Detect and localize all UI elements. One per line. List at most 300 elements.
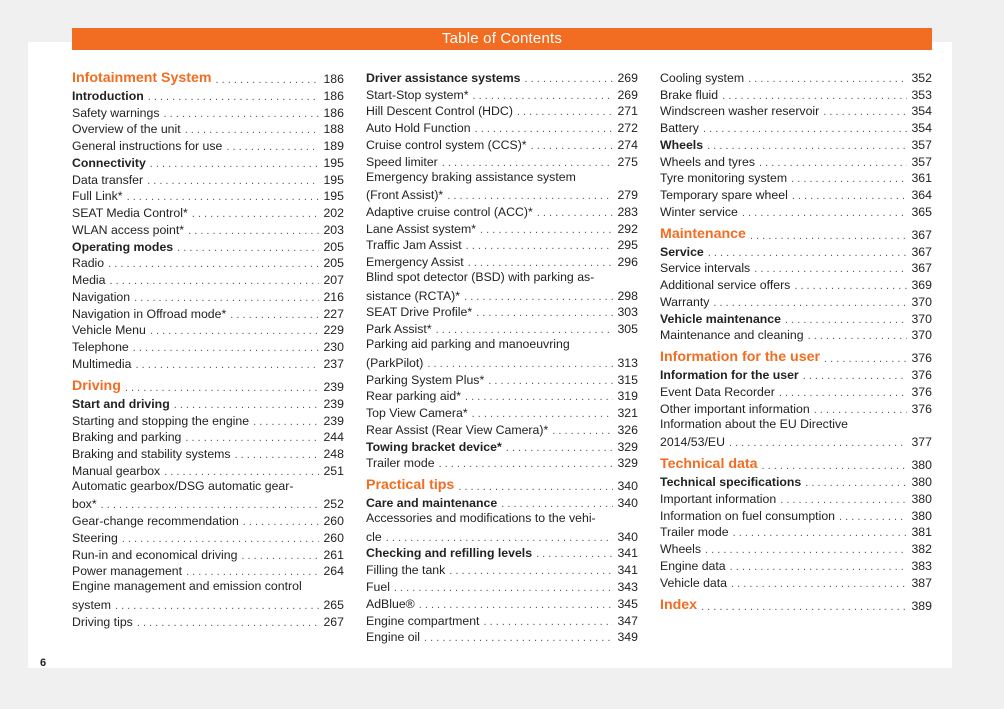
toc-entry-introduction[interactable] (72, 86, 344, 103)
toc-entry-title: Adaptive cruise control (ACC)* (366, 204, 533, 219)
toc-page-number: 376 (911, 368, 932, 383)
dot-leader (147, 175, 319, 187)
toc-page-number: 202 (323, 206, 344, 221)
dot-leader (731, 578, 907, 590)
dot-leader (135, 359, 319, 371)
toc-entry-temporary-spare-wheel[interactable] (660, 185, 932, 202)
toc-entry-title: Service intervals (660, 261, 751, 276)
toc-entry-winter-service[interactable] (660, 202, 932, 219)
toc-entry-general-instructions-for-use[interactable] (72, 136, 344, 153)
dot-leader (792, 190, 908, 202)
toc-entry-title: Introduction (72, 88, 144, 103)
toc-page-number: 227 (323, 306, 344, 321)
toc-entry-engine-compartment[interactable] (366, 611, 638, 628)
toc-entry-trailer-mode[interactable] (366, 454, 638, 471)
toc-entry-seat-drive-profile[interactable] (366, 303, 638, 320)
toc-entry-important-information[interactable] (660, 489, 932, 506)
toc-entry-lane-assist-system[interactable] (366, 219, 638, 236)
toc-entry-title: Other important information (660, 401, 810, 416)
toc-entry-title: Radio (72, 256, 105, 271)
dot-leader (468, 257, 614, 269)
toc-page-number: 195 (323, 172, 344, 187)
dot-leader (808, 330, 908, 342)
dot-leader (759, 157, 907, 169)
toc-entry-service[interactable] (660, 242, 932, 259)
toc-section-infotainment-system[interactable] (72, 68, 344, 86)
toc-entry-title: Gear-change recommendation (72, 514, 239, 529)
toc-entry-title: Checking and refilling levels (366, 546, 533, 561)
dot-leader (748, 73, 907, 85)
toc-page-number: 369 (911, 278, 932, 293)
toc-entry-manual-gearbox[interactable] (72, 461, 344, 478)
toc-page-number: 264 (323, 564, 344, 579)
toc-page-number: 354 (911, 121, 932, 136)
toc-entry-title: Trailer mode (660, 525, 729, 540)
toc-entry-cle[interactable] (366, 527, 638, 544)
toc-entry-event-data-recorder[interactable] (660, 382, 932, 399)
toc-page-number: 329 (617, 439, 638, 454)
toc-entry-radio[interactable] (72, 254, 344, 271)
toc-entry-title: Navigation in Offroad mode* (72, 306, 227, 321)
toc-entry-title: Event Data Recorder (660, 385, 775, 400)
toc-entry-rear-parking-aid[interactable] (366, 387, 638, 404)
toc-entry-navigation[interactable] (72, 287, 344, 304)
dot-leader (814, 404, 908, 416)
toc-entry-overview-of-the-unit[interactable] (72, 120, 344, 137)
toc-entry-braking-and-stability-systems[interactable] (72, 444, 344, 461)
dot-leader (108, 258, 319, 270)
toc-page-number: 361 (911, 171, 932, 186)
toc-entry-title: Information for the user (660, 368, 799, 383)
toc-entry-maintenance-and-cleaning[interactable] (660, 326, 932, 343)
toc-entry-title: Care and maintenance (366, 496, 498, 511)
dot-leader (394, 582, 614, 594)
toc-page-number: 292 (617, 221, 638, 236)
dot-leader (110, 275, 320, 287)
toc-entry-other-important-information[interactable] (660, 399, 932, 416)
toc-entry-title: Vehicle Menu (72, 323, 146, 338)
toc-page-number: 376 (911, 351, 932, 366)
toc-section-technical-data[interactable] (660, 454, 932, 472)
toc-entry-parking-system-plus[interactable] (366, 370, 638, 387)
dot-leader (754, 263, 907, 275)
toc-column-1 (72, 68, 344, 629)
toc-entry-vehicle-maintenance[interactable] (660, 309, 932, 326)
toc-entry-title: AdBlue® (366, 596, 415, 611)
toc-entry-title: Media (72, 273, 106, 288)
toc-header: Table of Contents (72, 28, 932, 50)
toc-entry-title: SEAT Drive Profile* (366, 305, 473, 320)
toc-entry-title: Filling the tank (366, 563, 446, 578)
toc-page-number: 265 (323, 597, 344, 612)
toc-page-number: 230 (323, 340, 344, 355)
toc-entry-gear-change-recommendation[interactable] (72, 511, 344, 528)
toc-entry-title: Start and driving (72, 396, 170, 411)
dot-leader (436, 324, 614, 336)
toc-entry-additional-service-offers[interactable] (660, 275, 932, 292)
toc-entry-title: Manual gearbox (72, 463, 161, 478)
toc-page-number: 252 (323, 497, 344, 512)
toc-entry-title: Multimedia (72, 357, 132, 372)
dot-leader (216, 74, 320, 86)
toc-entry-title: Emergency Assist (366, 255, 464, 270)
toc-entry-auto-hold-function[interactable] (366, 118, 638, 135)
dot-leader (192, 208, 320, 220)
toc-page-number: 186 (323, 88, 344, 103)
toc-entry-line-emergency-braking-assistance-system: Emergency braking assistance system (366, 169, 576, 184)
toc-entry-title: Service (660, 244, 704, 259)
dot-leader (150, 325, 320, 337)
toc-entry-technical-specifications[interactable] (660, 472, 932, 489)
toc-page-number: 237 (323, 357, 344, 372)
toc-entry-adblue[interactable] (366, 594, 638, 611)
toc-entry-driver-assistance-systems[interactable] (366, 68, 638, 85)
toc-entry-wlan-access-point[interactable] (72, 220, 344, 237)
toc-page-number: 239 (323, 380, 344, 395)
dot-leader (779, 387, 908, 399)
toc-page-number: 370 (911, 311, 932, 326)
toc-page-number: 303 (617, 305, 638, 320)
toc-entry-windscreen-washer-reservoir[interactable] (660, 102, 932, 119)
dot-leader (243, 516, 320, 528)
toc-entry-run-in-and-economical-driving[interactable] (72, 545, 344, 562)
toc-entry-information-on-fuel-consumption[interactable] (660, 506, 932, 523)
dot-leader (794, 280, 907, 292)
toc-entry-service-intervals[interactable] (660, 259, 932, 276)
toc-page-number: 189 (323, 139, 344, 154)
toc-entry-telephone[interactable] (72, 337, 344, 354)
toc-entry-line-blind-spot-detector-bsd-with-parking-as: Blind spot detector (BSD) with parking as- (366, 270, 595, 285)
toc-entry-title: Braking and parking (72, 430, 182, 445)
dot-leader (122, 533, 320, 545)
dot-leader (480, 224, 613, 236)
toc-section-index[interactable] (660, 595, 932, 613)
toc-entry-title: Connectivity (72, 155, 146, 170)
toc-page-number: 367 (911, 261, 932, 276)
toc-entry-vehicle-menu[interactable] (72, 321, 344, 338)
toc-page-number: 195 (323, 189, 344, 204)
dot-leader (780, 494, 907, 506)
toc-entry-trailer-mode[interactable] (660, 523, 932, 540)
toc-page-number: 357 (911, 154, 932, 169)
toc-entry-vehicle-data[interactable] (660, 573, 932, 590)
toc-entry-steering[interactable] (72, 528, 344, 545)
toc-entry-navigation-in-offroad-mode[interactable] (72, 304, 344, 321)
dot-leader (722, 90, 907, 102)
toc-entry-title: Top View Camera* (366, 406, 468, 421)
dot-leader (466, 240, 614, 252)
toc-page-number: 340 (617, 479, 638, 494)
toc-entry-parkpilot[interactable] (366, 353, 638, 370)
dot-leader (785, 314, 907, 326)
toc-entry-operating-modes[interactable] (72, 237, 344, 254)
toc-page-number: 343 (617, 579, 638, 594)
toc-entry-title: (Front Assist)* (366, 188, 444, 203)
toc-entry-title: Operating modes (72, 239, 174, 254)
toc-entry-information-for-the-user[interactable] (660, 365, 932, 382)
dot-leader (419, 599, 614, 611)
toc-page-number: 364 (911, 188, 932, 203)
dot-leader (186, 566, 319, 578)
dot-leader (823, 106, 907, 118)
toc-entry-title: Telephone (72, 340, 129, 355)
toc-entry-title: Run-in and economical driving (72, 547, 238, 562)
dot-leader (750, 230, 908, 242)
dot-leader (483, 616, 613, 628)
dot-leader (803, 370, 908, 382)
toc-entry-title: Steering (72, 530, 118, 545)
toc-page-number: 352 (911, 70, 932, 85)
toc-entry-front-assist[interactable] (366, 185, 638, 202)
toc-entry-title: Traffic Jam Assist (366, 238, 462, 253)
dot-leader (729, 437, 908, 449)
toc-entry-braking-and-parking[interactable] (72, 428, 344, 445)
toc-entry-top-view-camera[interactable] (366, 403, 638, 420)
toc-entry-title: Engine oil (366, 630, 421, 645)
toc-page-number: 229 (323, 323, 344, 338)
toc-page-number: 296 (617, 255, 638, 270)
toc-entry-title: Infotainment System (72, 70, 212, 86)
toc-page-number: 380 (911, 475, 932, 490)
dot-leader (230, 309, 319, 321)
toc-entry-park-assist[interactable] (366, 319, 638, 336)
toc-entry-tyre-monitoring-system[interactable] (660, 169, 932, 186)
toc-entry-title: Engine compartment (366, 613, 480, 628)
dot-leader (536, 548, 613, 560)
toc-page-number: 205 (323, 256, 344, 271)
toc-entry-start-stop-system[interactable] (366, 85, 638, 102)
toc-entry-system[interactable] (72, 595, 344, 612)
toc-entry-sistance-rcta[interactable] (366, 286, 638, 303)
toc-page-number: 340 (617, 529, 638, 544)
toc-entry-start-and-driving[interactable] (72, 394, 344, 411)
toc-entry-wheels-and-tyres[interactable] (660, 152, 932, 169)
toc-entry-safety-warnings[interactable] (72, 103, 344, 120)
dot-leader (253, 416, 319, 428)
toc-entry-title: sistance (RCTA)* (366, 288, 461, 303)
toc-section-information-for-the-user[interactable] (660, 347, 932, 365)
toc-entry-fuel[interactable] (366, 577, 638, 594)
toc-page-number: 298 (617, 288, 638, 303)
toc-page-number: 315 (617, 372, 638, 387)
toc-entry-title: WLAN access point* (72, 222, 185, 237)
dot-leader (164, 466, 319, 478)
dot-leader (733, 527, 908, 539)
toc-entry-title: Warranty (660, 294, 710, 309)
toc-entry-brake-fluid[interactable] (660, 85, 932, 102)
toc-column-3 (660, 68, 932, 613)
toc-page-number: 283 (617, 204, 638, 219)
toc-entry-cruise-control-system-ccs[interactable] (366, 135, 638, 152)
toc-entry-title: Full Link* (72, 189, 123, 204)
dot-leader (475, 123, 614, 135)
dot-leader (701, 601, 907, 613)
dot-leader (133, 342, 320, 354)
toc-entry-title: Towing bracket device* (366, 439, 502, 454)
toc-page-number: 195 (323, 155, 344, 170)
dot-leader (791, 173, 907, 185)
dot-leader (424, 632, 613, 644)
toc-page-number: 321 (617, 406, 638, 421)
dot-leader (713, 297, 907, 309)
toc-page-number: 383 (911, 558, 932, 573)
toc-entry-traffic-jam-assist[interactable] (366, 236, 638, 253)
toc-entry-title: Safety warnings (72, 105, 160, 120)
toc-entry-towing-bracket-device[interactable] (366, 437, 638, 454)
toc-entry-adaptive-cruise-control-acc[interactable] (366, 202, 638, 219)
toc-entry-media[interactable] (72, 270, 344, 287)
toc-entry-title: box* (72, 497, 97, 512)
toc-entry-wheels[interactable] (660, 135, 932, 152)
toc-page-number: 376 (911, 401, 932, 416)
toc-entry-full-link[interactable] (72, 187, 344, 204)
dot-leader (115, 600, 320, 612)
toc-page-number: 295 (617, 238, 638, 253)
toc-page-number: 275 (617, 154, 638, 169)
toc-entry-speed-limiter[interactable] (366, 152, 638, 169)
toc-entry-line-automatic-gearbox-dsg-automatic-gear: Automatic gearbox/DSG automatic gear- (72, 478, 294, 493)
dot-leader (705, 544, 907, 556)
dot-leader (472, 408, 614, 420)
toc-page-number: 377 (911, 435, 932, 450)
toc-entry-title: Driver assistance systems (366, 70, 521, 85)
toc-entry-starting-and-stopping-the-engine[interactable] (72, 411, 344, 428)
toc-entry-title: Wheels (660, 542, 702, 557)
toc-entry-title: Information for the user (660, 349, 821, 366)
toc-page-number: 269 (617, 70, 638, 85)
toc-section-maintenance[interactable] (660, 224, 932, 242)
toc-entry-power-management[interactable] (72, 562, 344, 579)
toc-entry-care-and-maintenance[interactable] (366, 493, 638, 510)
toc-page-number: 380 (911, 458, 932, 473)
toc-entry-title: Cooling system (660, 70, 745, 85)
toc-entry-line-parking-aid-parking-and-manoeuvring: Parking aid parking and manoeuvring (366, 337, 570, 352)
toc-entry-title: Navigation (72, 289, 131, 304)
toc-page-number: 380 (911, 508, 932, 523)
toc-entry-line-engine-management-and-emission-control: Engine management and emission control (72, 579, 302, 594)
toc-page-number: 205 (323, 239, 344, 254)
toc-entry-title: Driving tips (72, 614, 133, 629)
toc-entry-title: SEAT Media Control* (72, 206, 188, 221)
dot-leader (488, 375, 613, 387)
toc-entry-title: Wheels and tyres (660, 154, 756, 169)
toc-entry-engine-oil[interactable] (366, 628, 638, 645)
toc-entry-title: Auto Hold Function (366, 121, 471, 136)
toc-entry-title: Data transfer (72, 172, 144, 187)
toc-entry-title: Vehicle maintenance (660, 311, 781, 326)
toc-page-number: 349 (617, 630, 638, 645)
toc-entry-connectivity[interactable] (72, 153, 344, 170)
dot-leader (148, 91, 320, 103)
dot-leader (449, 565, 613, 577)
dot-leader (188, 225, 319, 237)
dot-leader (464, 291, 613, 303)
dot-leader (177, 242, 319, 254)
toc-entry-title: Windscreen washer reservoir (660, 104, 820, 119)
toc-entry-data-transfer[interactable] (72, 170, 344, 187)
dot-leader (537, 207, 614, 219)
dot-leader (235, 449, 320, 461)
toc-page-number: 248 (323, 447, 344, 462)
dot-leader (703, 123, 908, 135)
toc-entry-checking-and-refilling-levels[interactable] (366, 544, 638, 561)
toc-entry-title: Battery (660, 121, 699, 136)
toc-entry-title: Index (660, 596, 698, 613)
toc-page-number: 271 (617, 104, 638, 119)
toc-page-number: 382 (911, 542, 932, 557)
toc-page-number: 305 (617, 322, 638, 337)
dot-leader (762, 460, 908, 472)
toc-entry-title: Important information (660, 491, 777, 506)
toc-page-number: 279 (617, 188, 638, 203)
toc-entry-title: Power management (72, 564, 183, 579)
toc-entry-title: 2014/53/EU (660, 435, 725, 450)
toc-page-number: 329 (617, 456, 638, 471)
toc-entry-wheels[interactable] (660, 539, 932, 556)
toc-entry-emergency-assist[interactable] (366, 252, 638, 269)
toc-page-number: 216 (323, 289, 344, 304)
toc-entry-title: Brake fluid (660, 87, 719, 102)
toc-section-practical-tips[interactable] (366, 475, 638, 493)
toc-entry-title: Rear parking aid* (366, 389, 462, 404)
toc-entry-seat-media-control[interactable] (72, 203, 344, 220)
toc-entry-box[interactable] (72, 495, 344, 512)
dot-leader (125, 382, 320, 394)
toc-entry-driving-tips[interactable] (72, 612, 344, 629)
dot-leader (185, 124, 320, 136)
toc-page-number: 354 (911, 104, 932, 119)
toc-entry-multimedia[interactable] (72, 354, 344, 371)
toc-page-number: 370 (911, 294, 932, 309)
toc-entry-rear-assist-rear-view-camera[interactable] (366, 420, 638, 437)
toc-entry-line-information-about-the-eu-directive: Information about the EU Directive (660, 416, 848, 431)
toc-page-number: 274 (617, 137, 638, 152)
toc-entry-2014-53-eu[interactable] (660, 433, 932, 450)
toc-entry-title: system (72, 597, 111, 612)
toc-entry-hill-descent-control-hdc[interactable] (366, 102, 638, 119)
toc-entry-title: Starting and stopping the engine (72, 413, 250, 428)
toc-page-number: 260 (323, 514, 344, 529)
toc-entry-battery[interactable] (660, 118, 932, 135)
toc-page-number: 244 (323, 430, 344, 445)
dot-leader (517, 106, 614, 118)
toc-page-number: 367 (911, 227, 932, 242)
toc-entry-title: Vehicle data (660, 575, 728, 590)
toc-column-2 (366, 68, 638, 644)
dot-leader (506, 442, 614, 454)
dot-leader (708, 247, 908, 259)
toc-page-number: 188 (323, 122, 344, 137)
toc-entry-engine-data[interactable] (660, 556, 932, 573)
toc-page-number: 376 (911, 385, 932, 400)
toc-entry-title: Speed limiter (366, 154, 438, 169)
toc-entry-filling-the-tank[interactable] (366, 560, 638, 577)
toc-page-number: 186 (323, 105, 344, 120)
dot-leader (427, 358, 613, 370)
toc-page-number: 357 (911, 137, 932, 152)
toc-entry-warranty[interactable] (660, 292, 932, 309)
toc-entry-title: Wheels (660, 137, 704, 152)
toc-section-driving[interactable] (72, 376, 344, 394)
toc-page-number: 267 (323, 614, 344, 629)
toc-page-number: 186 (323, 72, 344, 86)
toc-page-number: 261 (323, 547, 344, 562)
toc-entry-cooling-system[interactable] (660, 68, 932, 85)
toc-entry-title: Parking System Plus* (366, 372, 485, 387)
toc-entry-title: Information on fuel consumption (660, 508, 835, 523)
toc-entry-title: Cruise control system (CCS)* (366, 137, 527, 152)
dot-leader (241, 550, 319, 562)
